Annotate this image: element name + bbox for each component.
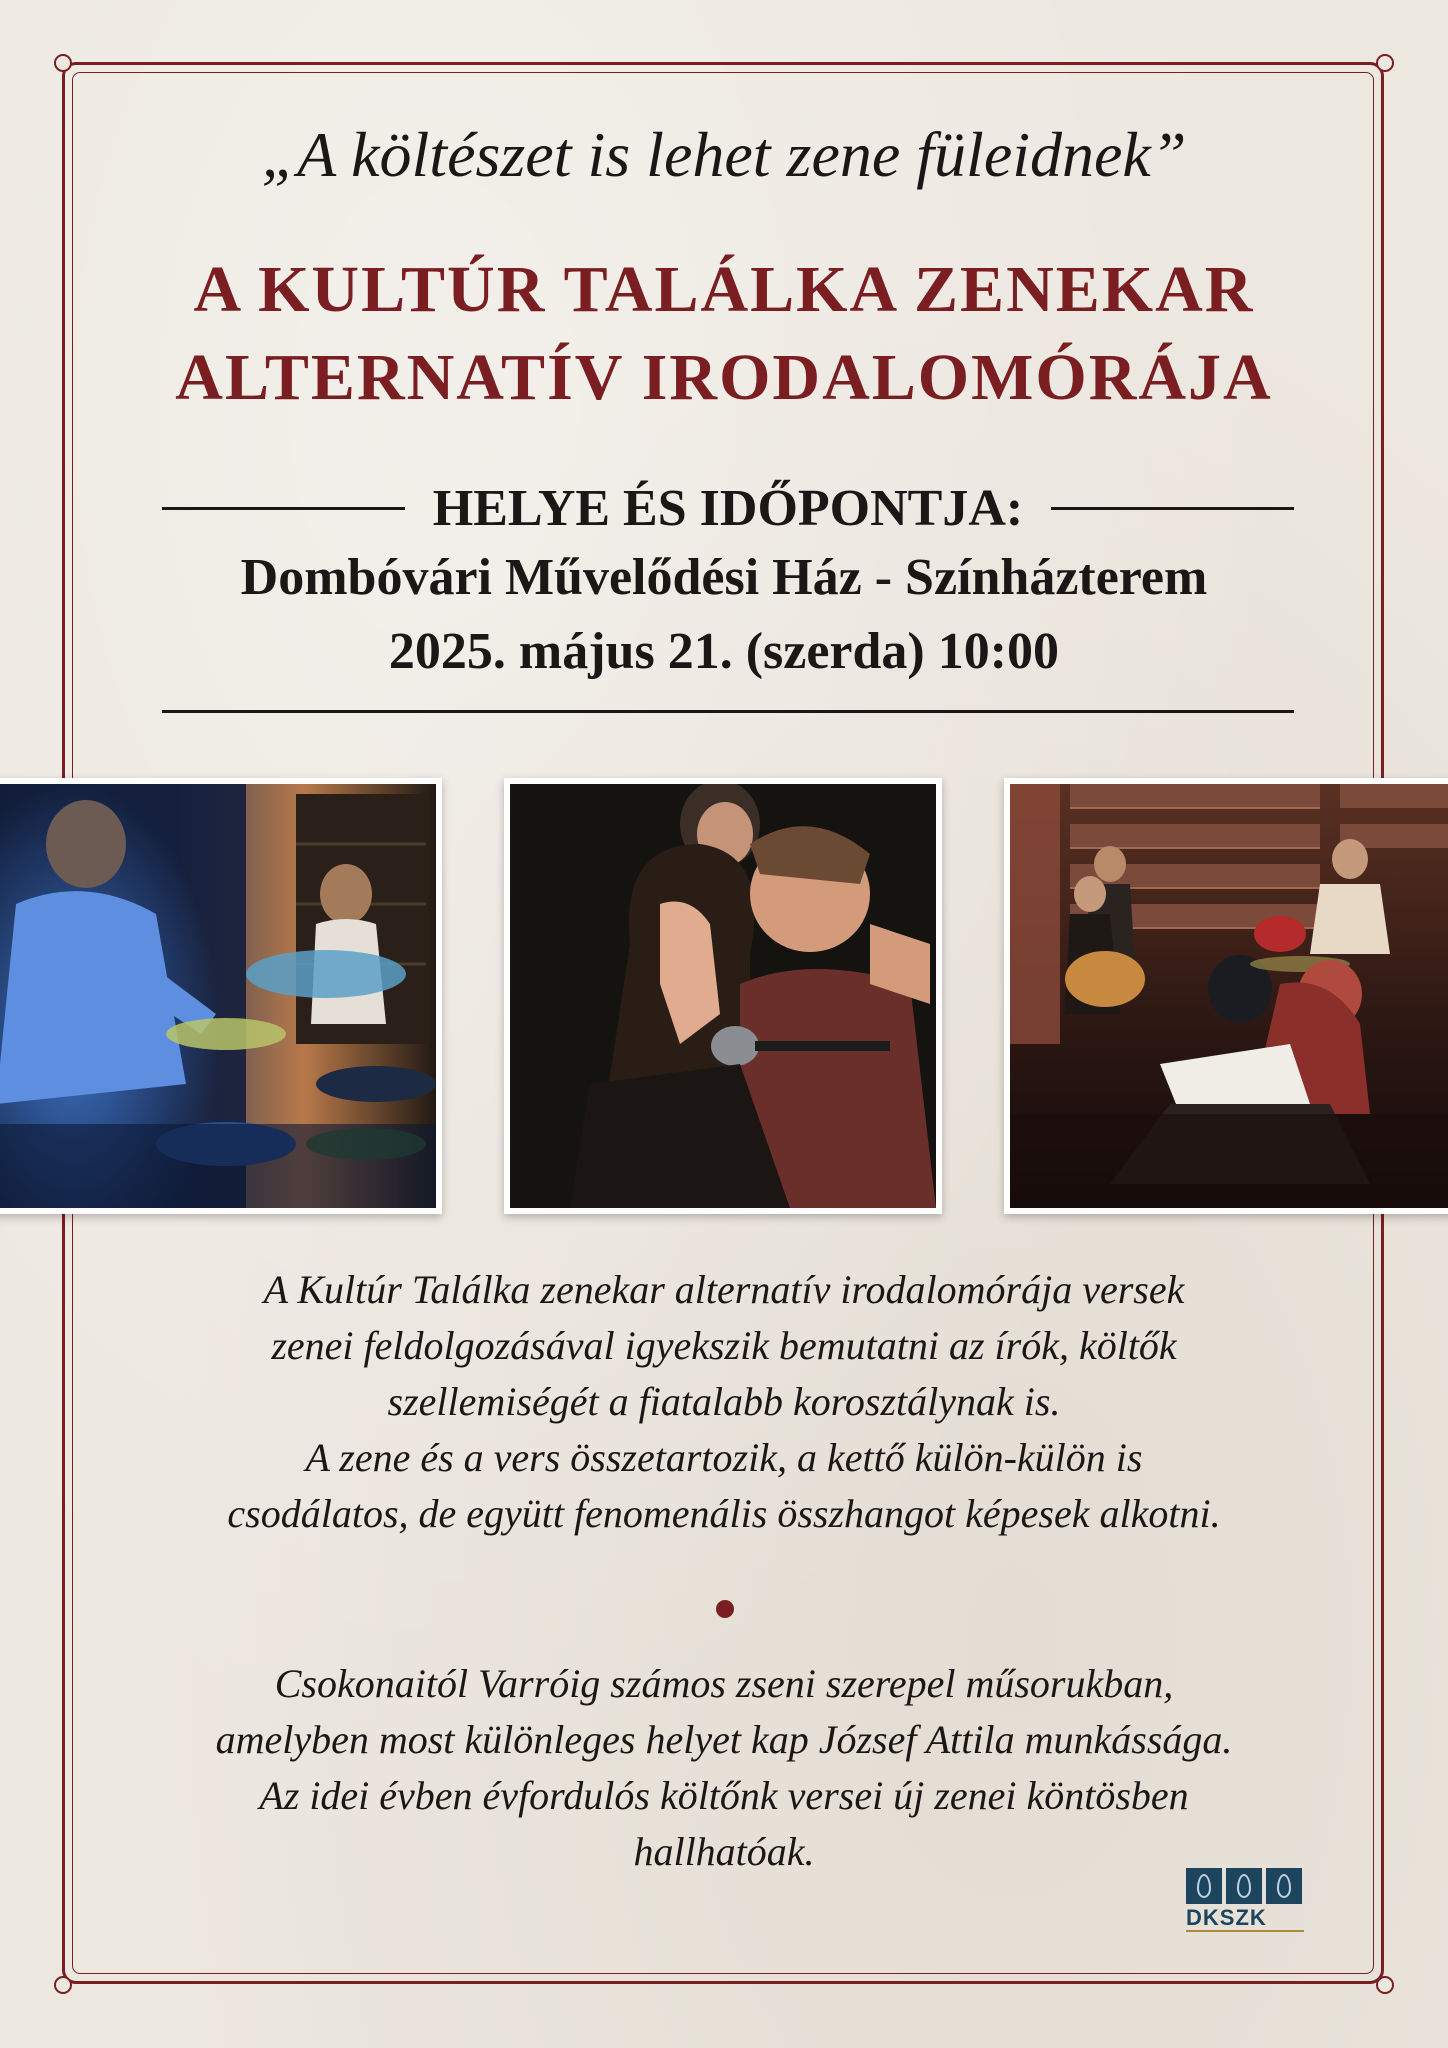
dkszk-logo-icon [1186, 1868, 1304, 1938]
event-datetime: 2025. május 21. (szerda) 10:00 [388, 623, 1060, 680]
description-line: amelyben most különleges helyet kap József Attila munkássága. [215, 1717, 1233, 1762]
description-line: zenei feldolgozásával igyekszik bemutatni az írók, költők [271, 1323, 1177, 1368]
venue-heading-row [162, 478, 1294, 538]
heading-rule-left [162, 507, 405, 510]
venue-heading: HELYE ÉS IDŐPONTJA: [432, 479, 1024, 537]
poster-title-line2: ALTERNATÍV IRODALOMÓRÁJA [175, 341, 1273, 414]
photo-drummer-image [0, 784, 436, 1208]
description-line: Az idei évben évfordulós költőnk versei új zenei köntösben [259, 1773, 1189, 1818]
description-line: A zene és a vers összetartozik, a kettő külön-külön is [305, 1435, 1143, 1480]
poster-title-line1: A KULTÚR TALÁLKA ZENEKAR [193, 253, 1255, 326]
description-line: csodálatos, de együtt fenomenális összhangot képesek alkotni. [227, 1491, 1221, 1536]
photo-band-library [1004, 778, 1448, 1214]
section-divider [162, 710, 1294, 713]
description-line: Csokonaitól Varróig számos zseni szerepel műsorukban, [274, 1661, 1174, 1706]
photo-band-library-image [1010, 784, 1448, 1208]
photo-singers-image [510, 784, 936, 1208]
border-corner-ornament [1376, 54, 1394, 72]
photo-singers [504, 778, 942, 1214]
venue-location: Dombóvári Művelődési Ház - Színházterem [240, 549, 1208, 606]
description-paragraph-1 [100, 1262, 1348, 1542]
border-corner-ornament [54, 1976, 72, 1994]
logo-block [1186, 1868, 1222, 1904]
border-corner-ornament [1376, 1976, 1394, 1994]
logo-blocks [1186, 1868, 1304, 1904]
logo-text: DKSZK [1186, 1906, 1304, 1932]
description-line: szellemiségét a fiatalabb korosztálynak is. [387, 1379, 1061, 1424]
description-paragraph-2 [100, 1656, 1348, 1880]
heading-rule-right [1051, 507, 1294, 510]
description-line: A Kultúr Találka zenekar alternatív irodalomórája versek [263, 1267, 1185, 1312]
border-corner-ornament [54, 54, 72, 72]
logo-block [1226, 1868, 1262, 1904]
photo-drummer [0, 778, 442, 1214]
bullet-dot-icon [716, 1600, 734, 1618]
description-line: hallhatóak. [633, 1829, 815, 1874]
poster-quote: „A költészet is lehet zene füleidnek” [261, 119, 1187, 190]
logo-block [1266, 1868, 1302, 1904]
